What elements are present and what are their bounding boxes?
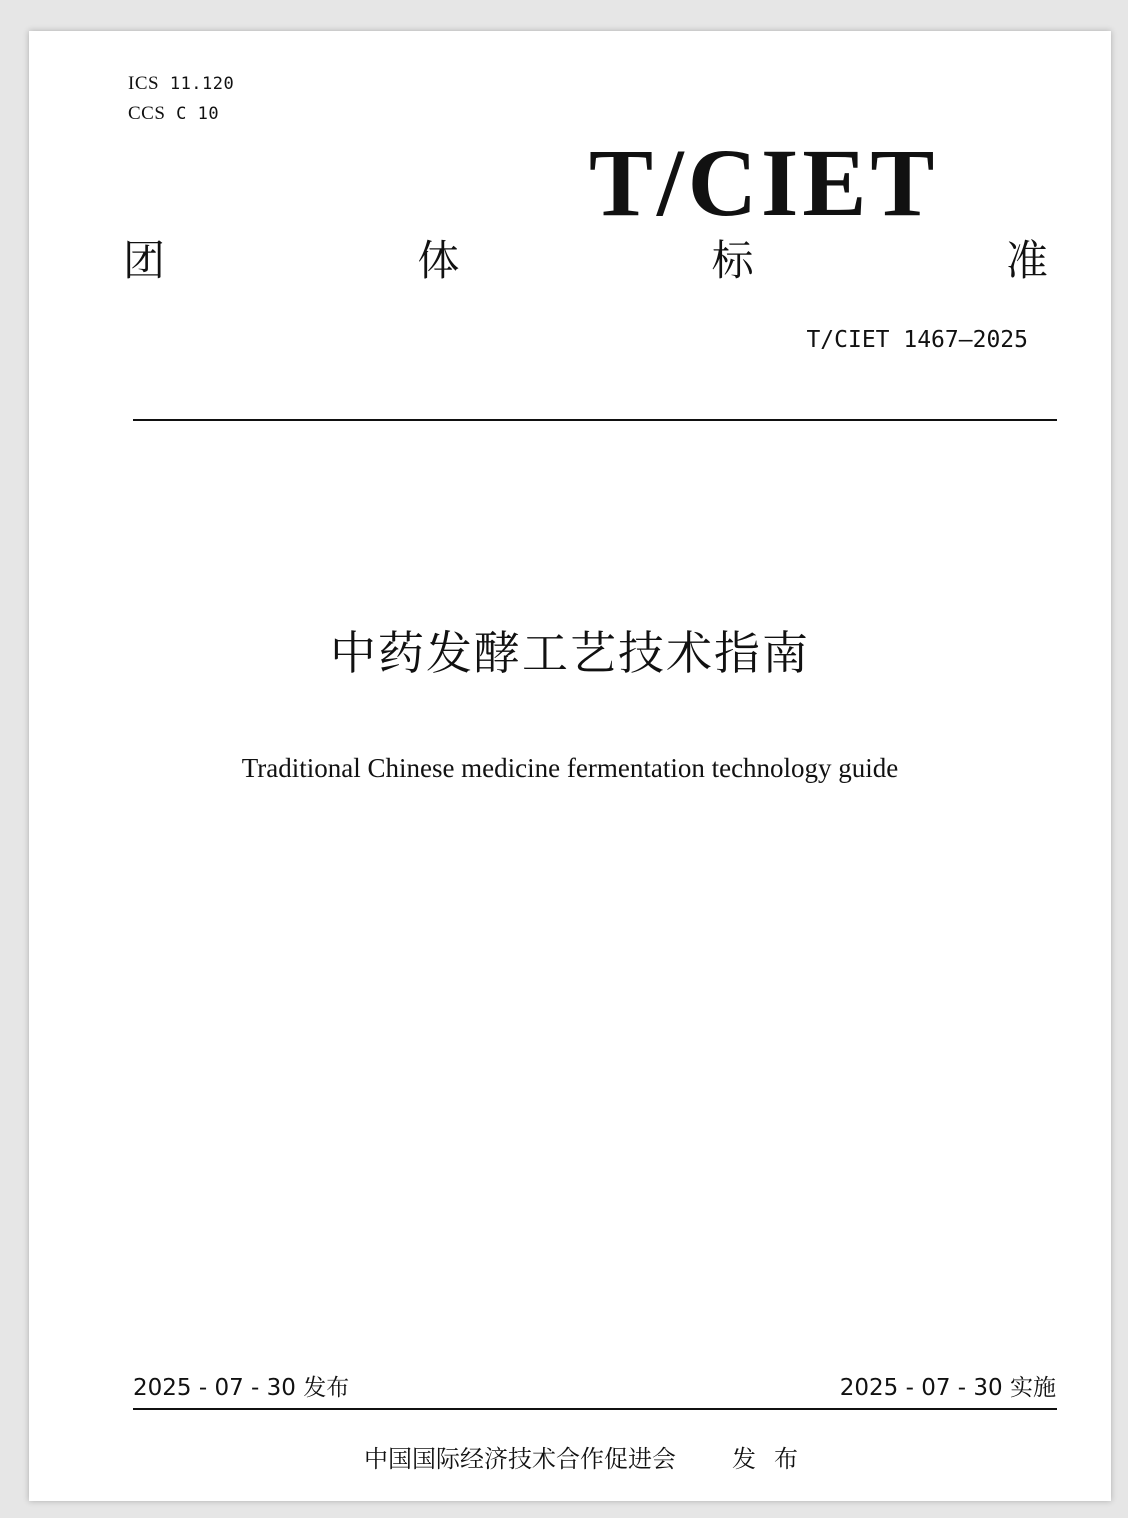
publisher-verb: 发布 bbox=[732, 1445, 816, 1473]
standard-number: T/CIET 1467—2025 bbox=[806, 327, 1028, 353]
standard-type-heading bbox=[123, 233, 1048, 289]
document-title-chinese: 中药发酵工艺技术指南 bbox=[330, 626, 810, 680]
ccs-line bbox=[128, 99, 234, 129]
standard-type-char: 团 bbox=[123, 236, 166, 285]
ccs-label: CCS bbox=[128, 103, 166, 124]
top-divider bbox=[133, 419, 1057, 421]
bottom-divider bbox=[133, 1408, 1057, 1410]
ics-line bbox=[128, 69, 234, 99]
standard-type-char: 体 bbox=[417, 236, 460, 285]
ics-code: 11.120 bbox=[169, 74, 235, 94]
issue-date: 2025 - 07 - 30 发布 bbox=[133, 1375, 350, 1401]
standard-type-char: 标 bbox=[711, 236, 754, 285]
ccs-code: C 10 bbox=[176, 104, 220, 124]
document-title-english: Traditional Chinese medicine fermentation technology guide bbox=[241, 753, 899, 783]
publisher-line bbox=[364, 1442, 816, 1476]
ics-label: ICS bbox=[128, 73, 160, 94]
publisher-name: 中国国际经济技术合作促进会 bbox=[364, 1445, 676, 1473]
standard-type-char: 准 bbox=[1005, 236, 1048, 285]
implementation-date: 2025 - 07 - 30 实施 bbox=[839, 1375, 1056, 1401]
document-page bbox=[29, 31, 1111, 1501]
organization-logo-text: T/CIET bbox=[589, 129, 939, 236]
classification-codes bbox=[128, 69, 234, 129]
